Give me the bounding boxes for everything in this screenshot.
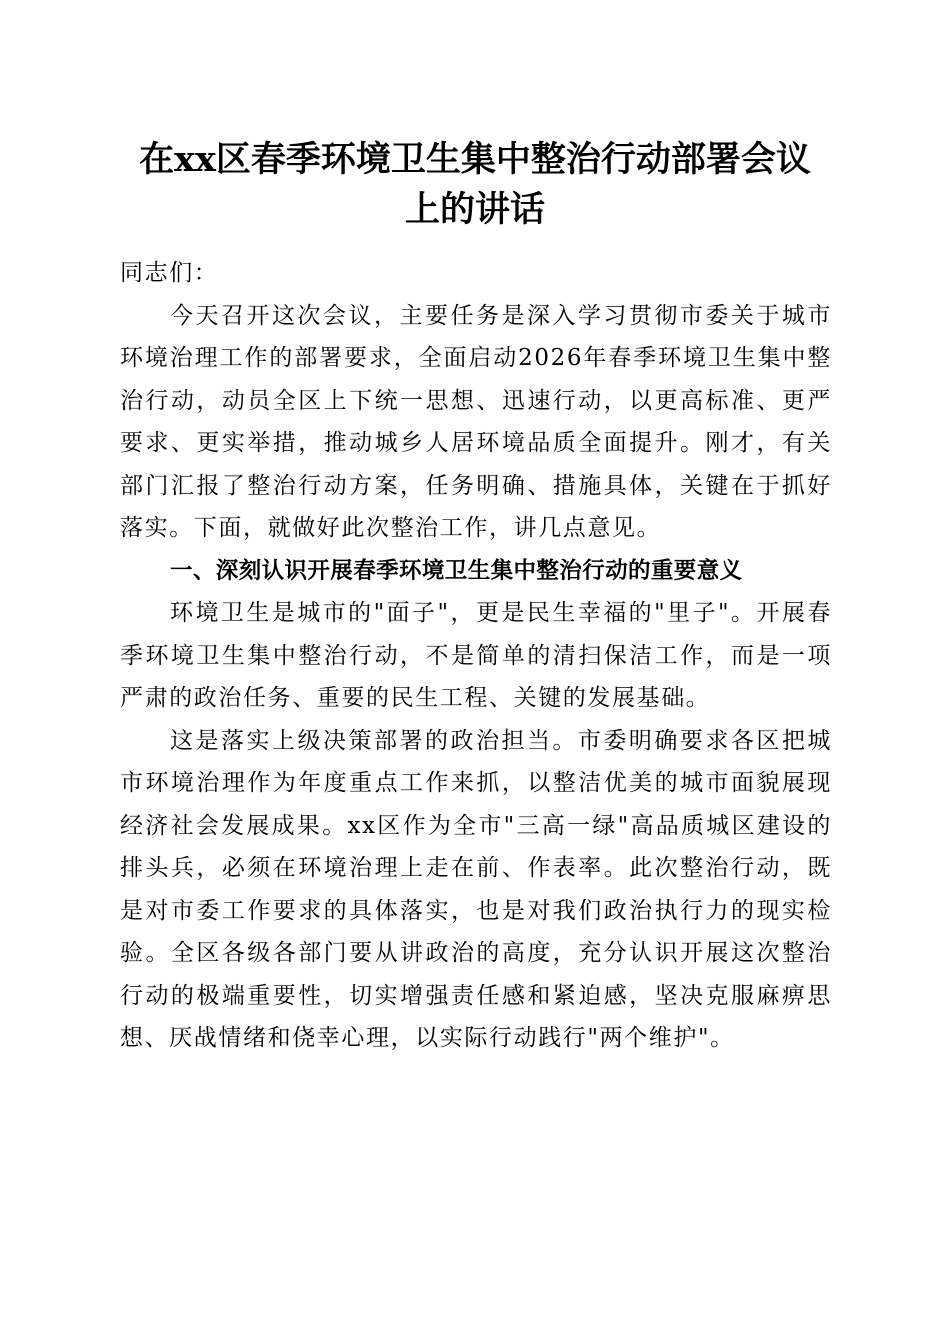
salutation: 同志们： — [120, 260, 219, 286]
document-body — [120, 252, 832, 1060]
title-line-1: 在xx区春季环境卫生集中整治行动部署会议 — [139, 139, 811, 180]
paragraph-significance: 环境卫生是城市的"面子"，更是民生幸福的"里子"。开展春季环境卫生集中整治行动，不是简单的清扫保洁工作，而是一项严肃的政治任务、重要的民生工程、关键的发展基础。 — [120, 600, 832, 711]
section-heading-1: 一、深刻认识开展春季环境卫生集中整治行动的重要意义 — [170, 557, 743, 584]
document-title — [110, 135, 840, 235]
title-line-2: 上的讲话 — [404, 189, 545, 230]
paragraph-intro: 今天召开这次会议，主要任务是深入学习贯彻市委关于城市环境治理工作的部署要求，全面启动2026年春季环境卫生集中整治行动，动员全区上下统一思想、迅速行动，以更高标准、更严要求、更实举措，推动城乡人居环境品质全面提升。刚才，有关部门汇报了整治行动方案，任务明确、措施具体，关键在于抓好落实。下面，就做好此次整治工作，讲几点意见。 — [120, 302, 832, 541]
paragraph-political-duty: 这是落实上级决策部署的政治担当。市委明确要求各区把城市环境治理作为年度重点工作来抓，以整洁优美的城市面貌展现经济社会发展成果。xx区作为全市"三高一绿"高品质城区建设的排头兵，必须在环境治理上走在前、作表率。此次整治行动，既是对市委工作要求的具体落实，也是对我们政治执行力的现实检验。全区各级各部门要从讲政治的高度，充分认识开展这次整治行动的极端重要性，切实增强责任感和紧迫感，坚决克服麻痹思想、厌战情绪和侥幸心理，以实际行动践行"两个维护"。 — [120, 727, 832, 1051]
